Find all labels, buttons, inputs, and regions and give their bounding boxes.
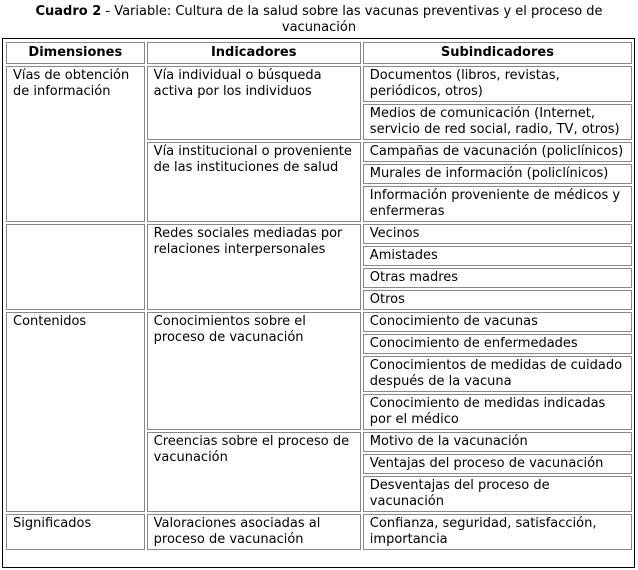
subindicator-cell: Otras madres	[363, 268, 632, 288]
dimension-cell-empty	[6, 224, 145, 310]
dimension-cell: Contenidos	[6, 312, 145, 512]
dimension-cell: Vías de obtención de información	[6, 66, 145, 222]
table-row	[6, 224, 632, 244]
subindicator-cell: Murales de información (policlínicos)	[363, 164, 632, 184]
subindicator-cell: Vecinos	[363, 224, 632, 244]
subindicator-cell: Otros	[363, 290, 632, 310]
indicator-cell: Redes sociales mediadas por relaciones interpersonales	[147, 224, 361, 310]
subindicator-cell: Conocimientos de medidas de cuidado después de la vacuna	[363, 356, 632, 392]
table-row	[6, 66, 632, 102]
variables-table	[4, 40, 634, 552]
indicator-cell: Conocimientos sobre el proceso de vacunación	[147, 312, 361, 430]
subindicator-cell: Motivo de la vacunación	[363, 432, 632, 452]
subindicator-cell: Información proveniente de médicos y enfermeras	[363, 186, 632, 222]
subindicator-cell: Confianza, seguridad, satisfacción, importancia	[363, 514, 632, 550]
indicator-cell: Vía institucional o proveniente de las instituciones de salud	[147, 142, 361, 222]
subindicator-cell: Campañas de vacunación (policlínicos)	[363, 142, 632, 162]
subindicator-cell: Ventajas del proceso de vacunación	[363, 454, 632, 474]
subindicator-cell: Desventajas del proceso de vacunación	[363, 476, 632, 512]
header-row	[6, 42, 632, 64]
subindicator-cell: Medios de comunicación (Internet, servicio de red social, radio, TV, otros)	[363, 104, 632, 140]
subindicator-cell: Conocimiento de enfermedades	[363, 334, 632, 354]
header-indicadores: Indicadores	[147, 42, 361, 64]
subindicator-cell: Conocimiento de medidas indicadas por el médico	[363, 394, 632, 430]
subindicator-cell: Documentos (libros, revistas, periódicos, otros)	[363, 66, 632, 102]
header-subindicadores: Subindicadores	[363, 42, 632, 64]
table-row	[6, 514, 632, 550]
indicator-cell: Vía individual o búsqueda activa por los individuos	[147, 66, 361, 140]
header-dimensiones: Dimensiones	[6, 42, 145, 64]
caption-text: - Variable: Cultura de la salud sobre las vacunas preventivas y el proceso de vacunación	[101, 4, 603, 35]
subindicator-cell: Conocimiento de vacunas	[363, 312, 632, 332]
indicator-cell: Creencias sobre el proceso de vacunación	[147, 432, 361, 512]
table-row	[6, 312, 632, 332]
indicator-cell: Valoraciones asociadas al proceso de vacunación	[147, 514, 361, 550]
caption-label: Cuadro 2	[35, 4, 102, 19]
table-caption	[0, 0, 638, 34]
subindicator-cell: Amistades	[363, 246, 632, 266]
dimension-cell: Significados	[6, 514, 145, 550]
